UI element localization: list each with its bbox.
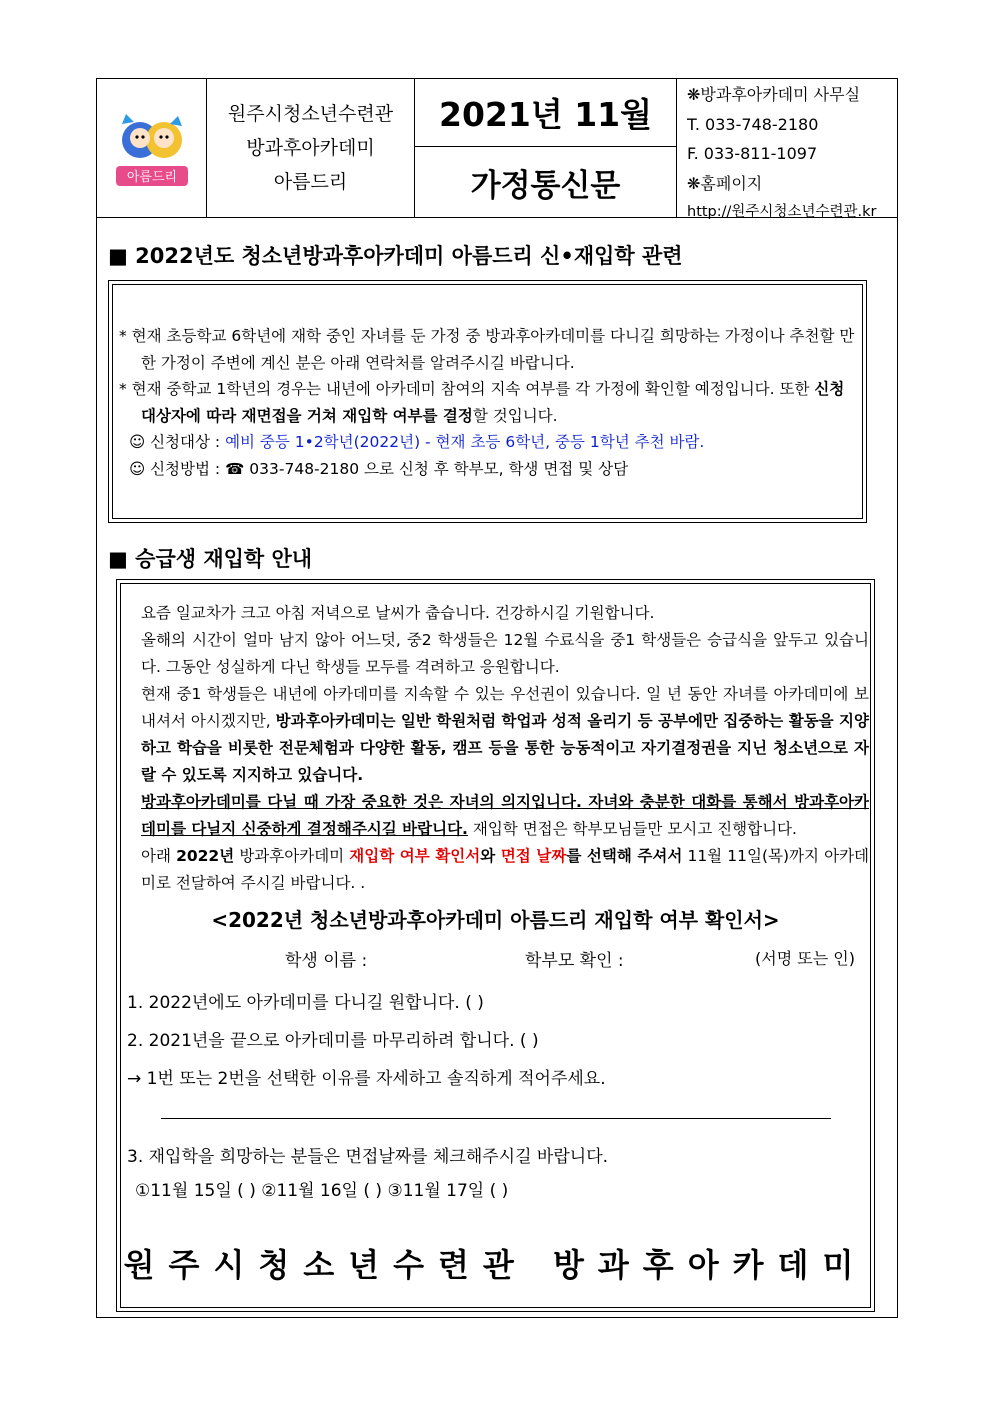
reason-write-line[interactable] (161, 1118, 831, 1119)
apply-target-value: 예비 중등 1•2학년(2022년) - 현재 초등 6학년, 중등 1학년 추천 바람. (225, 433, 705, 451)
org-name: 원주시청소년수련관 (227, 103, 394, 125)
section2-body (141, 600, 869, 897)
para-priority (141, 681, 869, 789)
question-reason: → 1번 또는 2번을 선택한 이유를 자세하고 솔직하게 적어주세요. (127, 1069, 606, 1089)
instr-g: 를 선택해 주셔서 (566, 847, 683, 865)
para-priority-bold: 방과후아카데미는 일반 학원처럼 학업과 성적 올리기 등 공부에만 집중하는 활동을 지양하고 학습을 비롯한 전문체험과 다양한 활동, 캠프 등을 통한 능동적이고 자기결정권을 지닌 청소년으로 자랄 수 있도록 지지하고 있습니다. (141, 712, 869, 784)
title-cell (415, 78, 677, 218)
section2-title: ■ 승급생 재입학 안내 (108, 547, 313, 571)
para-instruction (141, 843, 869, 897)
instr-c: 방과후아카데미 (234, 847, 350, 865)
instr-date: 면접 날짜 (500, 847, 567, 865)
instr-e: 와 (480, 847, 501, 865)
sign-label: (서명 또는 인) (755, 949, 855, 968)
question-3: 3. 재입학을 희망하는 분들은 면접날짜를 체크해주시길 바랍니다. (127, 1147, 609, 1167)
instr-form-name: 재입학 여부 확인서 (349, 847, 481, 865)
apply-method-label: ☺ 신청방법 : (129, 459, 226, 478)
para-year-end: 올해의 시간이 얼마 남지 않아 어느덧, 중2 학생들은 12월 수료식을 중1 학생들은 승급식을 앞두고 있습니다. 그동안 성실하게 다닌 학생들 모두를 격려하고 응원합니다. (141, 631, 869, 676)
notice-item-1: * 현재 초등학교 6학년에 재학 중인 자녀를 둔 가정 중 방과후아카데미를 다니길 희망하는 가정이나 추천할 만한 가정이 주변에 계신 분은 아래 연락처를 알려주시길 바랍니다. (119, 327, 855, 372)
org-program: 방과후아카데미 (246, 137, 375, 159)
homepage-link[interactable]: http://원주시청소년수련관.kr (687, 204, 877, 220)
instr-a: 아래 (141, 847, 177, 865)
section2-box (116, 579, 875, 1312)
para-priority-text: 현재 중1 학생들은 내년에 아카데미를 지속할 수 있는 우선권이 있습니다. 일 년 동안 자녀를 아카데미에 보내셔서 아시겠지만, (141, 685, 869, 730)
para-will-text: 재입학 면접은 학부모님들만 모시고 진행합니다. (467, 820, 797, 838)
parent-confirm-label: 학부모 확인 : (525, 951, 624, 971)
apply-target (119, 429, 859, 456)
contact-tel: T. 033-748-2180 (687, 114, 819, 134)
form-title: <2022년 청소년방과후아카데미 아름드리 재입학 여부 확인서> (211, 908, 780, 932)
notice-item-2-bold: 신청 대상자에 따라 재면접을 거쳐 재입학 여부를 결정 (141, 380, 845, 425)
logo-text: 아름드리 (126, 170, 178, 185)
notice-item-2 (119, 376, 859, 429)
logo-cell (96, 78, 207, 218)
issue-date: 2021년 11월 (415, 78, 676, 147)
question-2[interactable]: 2. 2021년을 끝으로 아카데미를 마무리하려 합니다. ( ) (127, 1031, 539, 1051)
contact-office: ❋방과후아카데미 사무실 (687, 85, 861, 104)
student-name-label: 학생 이름 : (285, 951, 368, 971)
instr-deadline: 11월 11일(목)까지 아카데미로 전달하여 주시길 바랍니다. . (141, 847, 870, 892)
org-brand: 아름드리 (273, 171, 348, 193)
interview-date-options[interactable]: ①11월 15일 ( ) ②11월 16일 ( ) ③11월 17일 ( ) (135, 1181, 509, 1201)
academy-logo (112, 104, 192, 192)
question-1[interactable]: 1. 2022년에도 아카데미를 다니길 원합니다. ( ) (127, 993, 484, 1013)
para-will-bold-1: 방과후아카데미를 다닐 때 가장 중요한 것은 자녀의 의지입니다. (141, 793, 582, 811)
footer-org-name: 원주시청소년수련관 방과후아카데미 (123, 1246, 868, 1284)
section1-title: ■ 2022년도 청소년방과후아카데미 아름드리 신•재입학 관련 (108, 244, 683, 268)
para-greeting: 요즘 일교차가 크고 아침 저녁으로 날씨가 춥습니다. 건강하시길 기원합니다. (141, 604, 655, 622)
apply-target-label: ☺ 신청대상 : (129, 433, 226, 451)
org-cell (207, 78, 415, 218)
contact-homepage-label: ❋홈페이지 (687, 173, 763, 193)
apply-method (119, 456, 859, 483)
section1-box (108, 280, 867, 523)
notice-item-2-text: * 현재 중학교 1학년의 경우는 내년에 아카데미 참여의 지속 여부를 각 가정에 확인할 예정입니다. 또한 (119, 380, 815, 398)
contact-fax: F. 033-811-1097 (687, 144, 818, 163)
instr-year: 2022년 (176, 847, 235, 865)
apply-method-value: ☎ 033-748-2180 으로 신청 후 학부모, 학생 면접 및 상담 (225, 459, 629, 478)
doc-title: 가정통신문 (470, 167, 621, 204)
para-will-bold-2: 자녀와 충분한 대화를 통해서 방과후아카데미를 다닐지 신중하게 결정해주시길 바랍니다. (141, 793, 869, 838)
para-will (141, 789, 869, 843)
section1-text (119, 323, 859, 482)
header-table (96, 78, 898, 218)
notice-item-2-end: 할 것입니다. (472, 406, 558, 425)
contact-cell (677, 78, 898, 218)
